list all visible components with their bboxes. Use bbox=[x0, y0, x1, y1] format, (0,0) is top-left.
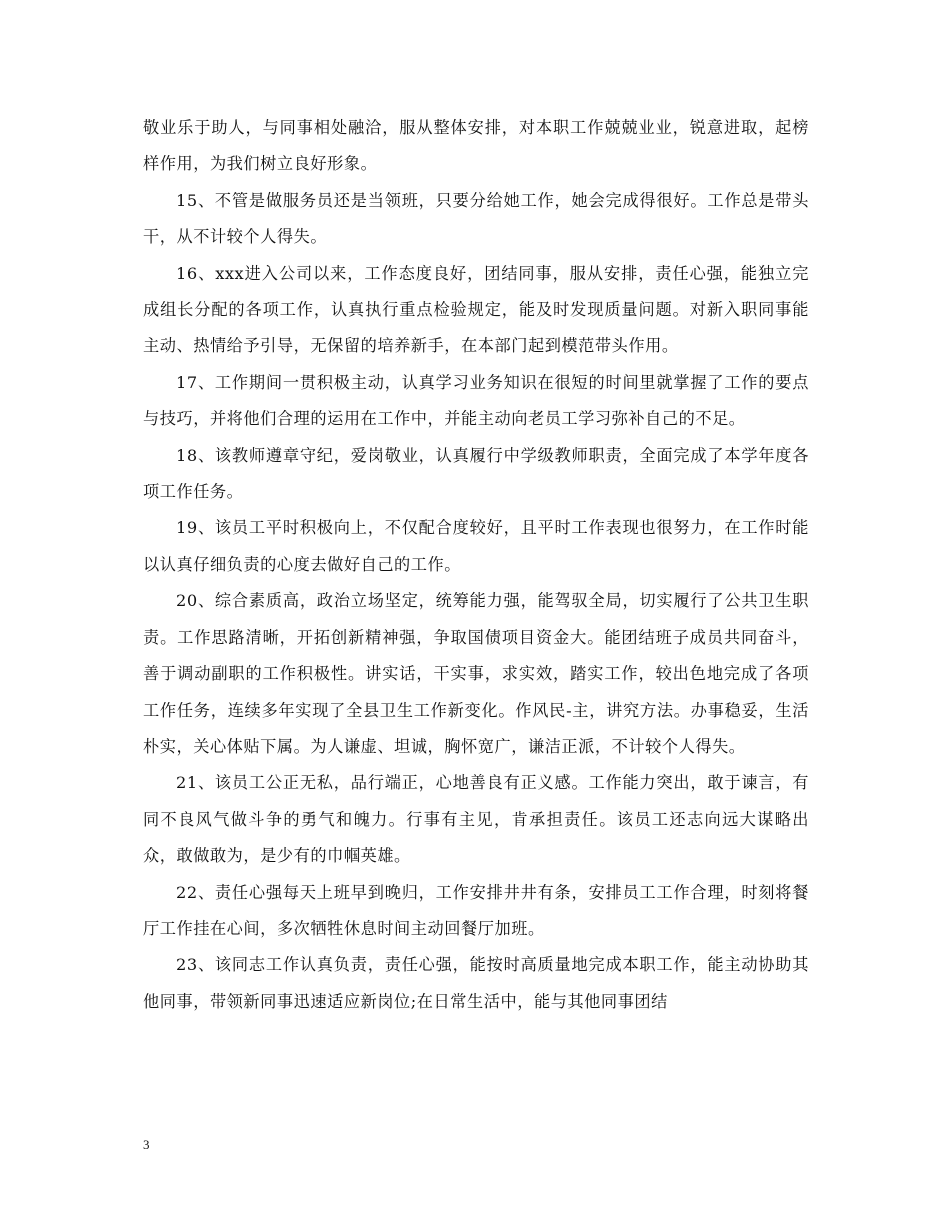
paragraph-item-22: 22、责任心强每天上班早到晚归，工作安排井井有条，安排员工工作合理，时刻将餐厅工作挂在心间，多次牺牲休息时间主动回餐厅加班。 bbox=[143, 882, 809, 938]
paragraph-item-23: 23、该同志工作认真负责，责任心强，能按时高质量地完成本职工作，能主动协助其他同事，带领新同事迅速适应新岗位;在日常生活中，能与其他同事团结 bbox=[143, 955, 809, 1011]
paragraph-item-20: 20、综合素质高，政治立场坚定，统筹能力强，能驾驭全局，切实履行了公共卫生职责。工作思路清晰，开拓创新精神强，争取国债项目资金大。能团结班子成员共同奋斗，善于调动副职的工作积极性。讲实话，干实事，求实效，踏实工作，较出色地完成了各项工作任务，连续多年实现了全县卫生工作新变化。作风民-主，讲究方法。办事稳妥，生活朴实，关心体贴下属。为人谦虚、坦诚，胸怀宽广，谦洁正派，不计较个人得失。 bbox=[143, 591, 809, 756]
paragraph-item-16: 16、xxx进入公司以来，工作态度良好，团结同事，服从安排，责任心强，能独立完成组长分配的各项工作，认真执行重点检验规定，能及时发现质量问题。对新入职同事能主动、热情给予引导，无保留的培养新手，在本部门起到模范带头作用。 bbox=[143, 263, 809, 356]
paragraph-continued: 敬业乐于助人，与同事相处融洽，服从整体安排，对本职工作兢兢业业，锐意进取，起榜样作用，为我们树立良好形象。 bbox=[143, 118, 809, 174]
document-body bbox=[143, 110, 809, 1020]
paragraph-item-17: 17、工作期间一贯积极主动，认真学习业务知识在很短的时间里就掌握了工作的要点与技巧，并将他们合理的运用在工作中，并能主动向老员工学习弥补自己的不足。 bbox=[143, 372, 809, 429]
paragraph-item-15: 15、不管是做服务员还是当领班，只要分给她工作，她会完成得很好。工作总是带头干，从不计较个人得失。 bbox=[143, 190, 809, 247]
paragraph-item-21: 21、该员工公正无私，品行端正，心地善良有正义感。工作能力突出，敢于谏言，有同不良风气做斗争的勇气和魄力。行事有主见，肯承担责任。该员工还志向远大谋略出众，敢做敢为，是少有的巾帼英雄。 bbox=[143, 773, 809, 866]
page-number: 3 bbox=[143, 1137, 150, 1152]
paragraph-item-19: 19、该员工平时积极向上，不仅配合度较好，且平时工作表现也很努力，在工作时能以认真仔细负责的心度去做好自己的工作。 bbox=[143, 518, 809, 574]
paragraph-item-18: 18、该教师遵章守纪，爱岗敬业，认真履行中学级教师职责，全面完成了本学年度各项工作任务。 bbox=[143, 445, 809, 502]
